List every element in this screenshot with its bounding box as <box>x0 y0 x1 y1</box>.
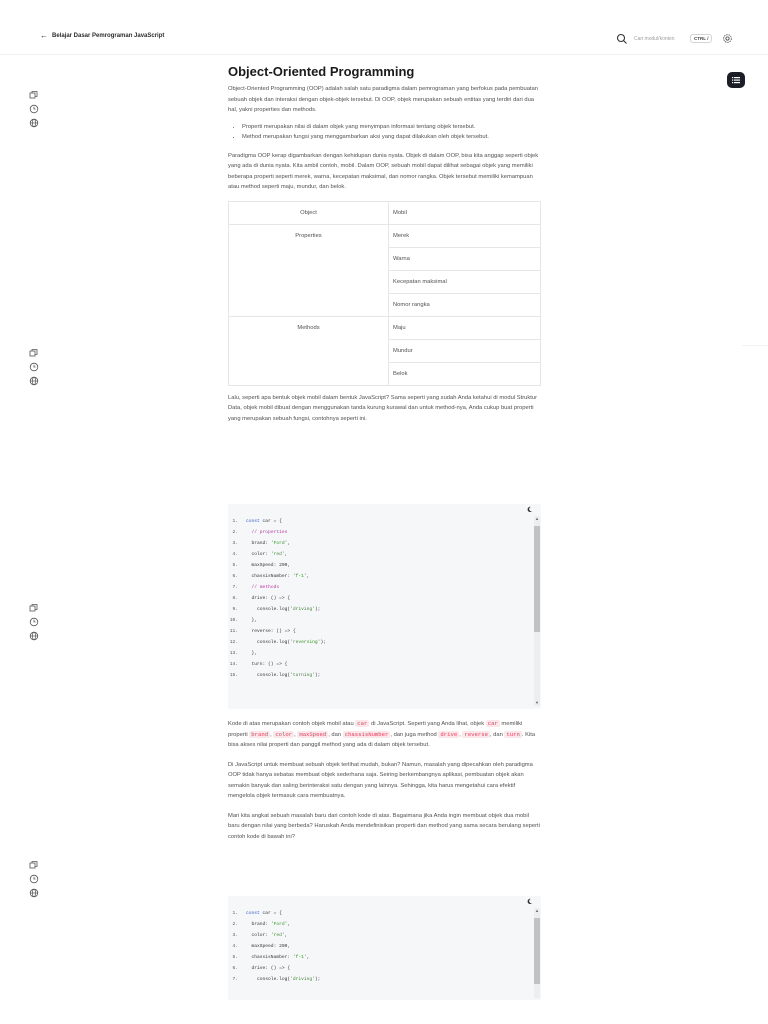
page-title: Object-Oriented Programming <box>228 64 415 79</box>
line-number: 4. <box>232 944 238 949</box>
scroll-down-icon[interactable]: ▼ <box>535 700 539 705</box>
scroll-up-icon[interactable]: ▲ <box>535 516 539 521</box>
code-line <box>228 670 528 681</box>
table-cell: Mobil <box>389 201 541 224</box>
code-lines <box>228 908 528 985</box>
line-number: 14. <box>229 662 238 667</box>
line-number: 9. <box>232 607 238 612</box>
code-text: drive: () => { <box>246 596 291 601</box>
line-number: 13. <box>229 651 238 656</box>
paragraph: Mari kita angkat sebuah masalah baru dari contoh kode di atas. Bagaimana jika Anda ingin membuat objek dua mobil baru dengan nilai yang berbeda? Haruskah Anda mendefinisikan properti dan method yang sama secara berulang seperti contoh kode di bawah ini? <box>228 812 540 840</box>
code-text: const car = { <box>246 911 282 916</box>
code-line <box>228 648 528 659</box>
paragraph: Paradigma OOP kerap digambarkan dengan kehidupan dunia nyata. Objek di dalam OOP, bisa kita anggap seperti objek yang ada di dunia nyata. Kita ambil contoh, mobil. Dalam OOP, sebuah mobil dapat dilihat sebagai objek yang memiliki beberapa properti seperti merek, warna, kecepatan maksimal, dan nomor rangka. Objek tersebut memiliki kemampuan atau method seperti maju, mundur, dan belok. <box>228 152 539 190</box>
table-cell: Object <box>229 201 389 224</box>
code-text: chassisNumber: 'f-1', <box>246 955 310 960</box>
code-line <box>228 604 528 615</box>
code-text: brand: 'Ford', <box>246 541 291 546</box>
bullet-list <box>228 122 541 143</box>
table-cell: Belok <box>389 362 541 385</box>
text: , dan juga method <box>390 731 439 738</box>
globe-icon[interactable] <box>29 118 39 128</box>
course-title: Belajar Dasar Pemrograman JavaScript <box>52 33 165 39</box>
oop-table <box>228 201 541 386</box>
code-block[interactable] <box>228 896 541 1000</box>
back-link[interactable] <box>40 33 164 39</box>
paragraph: Lalu, seperti apa bentuk objek mobil dalam bentuk JavaScript? Sama seperti yang sudah Anda ketahui di modul Struktur Data, objek mobil dibuat dengan menggunakan tanda kurung kurawal dan untuk method-nya, Anda cukup buat properti yang merupakan sebuah fungsi, contohnya seperti ini. <box>228 394 538 422</box>
clock-icon[interactable] <box>29 874 39 884</box>
line-number: 5. <box>232 955 238 960</box>
inline-code: chassisNumber <box>344 730 389 738</box>
code-text: maxSpeed: 200, <box>246 944 291 949</box>
side-actions <box>29 603 43 645</box>
divider <box>742 345 768 346</box>
code-text: color: 'red', <box>246 933 288 938</box>
copy-icon[interactable] <box>29 348 39 358</box>
paragraph: Di JavaScript untuk membuat sebuah objek terlihat mudah, bukan? Namun, masalah yang dipecahkan oleh paradigma OOP tidak hanya sebatas membuat objek sederhana saja. Seiring berkembangnya aplikasi, pembuatan objek akan semakin banyak dan saling berinteraksi satu dengan yang lainnya. Sehingga, kita harus mengetahui cara efektif mengelola objek termasuk cara membuatnya. <box>228 761 533 799</box>
shortcut-badge <box>690 34 712 43</box>
table-cell: Kecepatan maksimal <box>389 270 541 293</box>
list-icon <box>732 76 740 84</box>
code-text: console.log('reversing'); <box>246 640 326 645</box>
code-line <box>228 659 528 670</box>
code-text: drive: () => { <box>246 966 291 971</box>
line-number: 5. <box>232 563 238 568</box>
code-text: const car = { <box>246 519 282 524</box>
table-cell: Warna <box>389 247 541 270</box>
code-text: reverse: () => { <box>246 629 296 634</box>
code-line <box>228 626 528 637</box>
code-line <box>228 941 528 952</box>
code-text: }, <box>246 651 258 656</box>
top-bar <box>0 0 768 55</box>
inline-code: brand <box>251 730 269 738</box>
shortcut-ctrl: CTRL <box>694 36 706 41</box>
side-actions <box>29 348 43 390</box>
globe-icon[interactable] <box>29 376 39 386</box>
code-line <box>228 582 528 593</box>
code-line <box>228 549 528 560</box>
inline-code: car <box>357 720 368 727</box>
line-number: 6. <box>232 966 238 971</box>
code-text: color: 'red', <box>246 552 288 557</box>
code-line <box>228 538 528 549</box>
line-number: 3. <box>232 541 238 546</box>
table-cell: Methods <box>229 316 389 385</box>
copy-icon[interactable] <box>29 90 39 100</box>
code-line <box>228 930 528 941</box>
text: . Kita bisa akses nilai properti dan panggil method yang ada di dalam objek tersebut. <box>228 731 536 748</box>
code-line <box>228 527 528 538</box>
code-text: // methods <box>251 585 280 590</box>
line-number: 8. <box>232 596 238 601</box>
code-scrollbar[interactable] <box>534 516 540 706</box>
clock-icon[interactable] <box>29 362 39 372</box>
text: , <box>459 731 463 738</box>
arrow-left-icon: ← <box>40 31 48 40</box>
copy-icon[interactable] <box>29 860 39 870</box>
code-text: // properties <box>251 530 288 535</box>
code-line <box>228 963 528 974</box>
code-line <box>228 615 528 626</box>
code-line <box>228 560 528 571</box>
code-line <box>228 571 528 582</box>
paragraph-intro: Object-Oriented Programming (OOP) adalah salah satu paradigma dalam pemrograman yang berfokus pada pembuatan sebuah objek dan interaksi dengan objek-objek tersebut. Di OOP, objek merupakan sebuah entitas yang terdiri dari dua hal, yakni properties dan methods. <box>228 86 538 113</box>
code-line <box>228 952 528 963</box>
list-item: • Method merupakan fungsi yang menggambarkan aksi yang dapat dilakukan oleh objek tersebut. <box>242 132 541 143</box>
line-number: 2. <box>232 922 238 927</box>
clock-icon[interactable] <box>29 617 39 627</box>
code-lines <box>228 516 528 681</box>
code-line <box>228 919 528 930</box>
side-actions <box>29 860 43 902</box>
article <box>228 62 541 424</box>
text: , dan <box>489 731 505 738</box>
inline-code: color <box>275 730 293 738</box>
side-actions <box>29 90 43 132</box>
table-cell: Nomor rangka <box>389 293 541 316</box>
list-item: • Properti merupakan nilai di dalam objek yang menyimpan informasi tentang objek tersebut. <box>242 122 541 133</box>
line-number: 7. <box>232 585 238 590</box>
text: Kode di atas merupakan contoh objek mobil atau <box>228 721 356 727</box>
text: , <box>294 731 298 738</box>
search-input[interactable]: Cari modul/konten <box>634 35 675 42</box>
code-text: brand: 'Ford', <box>246 922 291 927</box>
code-text: maxSpeed: 200, <box>246 563 291 568</box>
code-text: turn: () => { <box>246 662 288 667</box>
globe-icon[interactable] <box>29 888 39 898</box>
code-line <box>228 593 528 604</box>
code-text: }, <box>246 618 258 623</box>
table-of-contents-button[interactable] <box>727 72 745 88</box>
code-line <box>228 637 528 648</box>
shortcut-key: / <box>707 36 709 41</box>
line-number: 6. <box>232 574 238 579</box>
text: di JavaScript. Seperti yang Anda lihat, objek <box>369 721 486 727</box>
scrollbar-thumb[interactable] <box>534 526 540 632</box>
code-line <box>228 516 528 527</box>
inline-code: car <box>487 720 498 727</box>
text: memiliki properti <box>228 721 523 738</box>
scroll-up-icon[interactable]: ▲ <box>535 908 539 913</box>
line-number: 11. <box>229 629 238 634</box>
globe-icon[interactable] <box>29 631 39 641</box>
line-number: 10. <box>229 618 238 623</box>
table-cell: Properties <box>229 224 389 316</box>
moon-icon[interactable] <box>526 506 533 513</box>
paragraph-explanation <box>228 719 541 751</box>
code-text: console.log('driving'); <box>246 607 321 612</box>
code-scrollbar[interactable] <box>534 908 540 998</box>
line-number: 12. <box>229 640 238 645</box>
scrollbar-thumb[interactable] <box>534 918 540 984</box>
line-number: 2. <box>232 530 238 535</box>
line-number: 7. <box>232 977 238 982</box>
inline-code: turn <box>506 730 520 738</box>
inline-code: drive <box>440 730 458 738</box>
table-cell: Mundur <box>389 339 541 362</box>
line-number: 1. <box>232 911 238 916</box>
clock-icon[interactable] <box>29 104 39 114</box>
inline-code: maxSpeed <box>299 730 327 738</box>
line-number: 3. <box>232 933 238 938</box>
copy-icon[interactable] <box>29 603 39 613</box>
code-text: chassisNumber: 'f-1', <box>246 574 310 579</box>
search-icon <box>616 33 628 45</box>
line-number: 1. <box>232 519 238 524</box>
code-block[interactable] <box>228 504 541 709</box>
code-line <box>228 974 528 985</box>
code-text: console.log('driving'); <box>246 977 321 982</box>
line-number: 4. <box>232 552 238 557</box>
moon-icon[interactable] <box>526 898 533 905</box>
line-number: 15. <box>229 673 238 678</box>
code-text: console.log('turning'); <box>246 673 321 678</box>
text: , <box>270 731 274 738</box>
code-line <box>228 908 528 919</box>
gear-icon[interactable] <box>722 33 733 44</box>
article-continued <box>228 719 541 842</box>
table-cell: Maju <box>389 316 541 339</box>
text: , dan <box>328 731 343 738</box>
table-cell: Merek <box>389 224 541 247</box>
inline-code: reverse <box>464 730 488 738</box>
